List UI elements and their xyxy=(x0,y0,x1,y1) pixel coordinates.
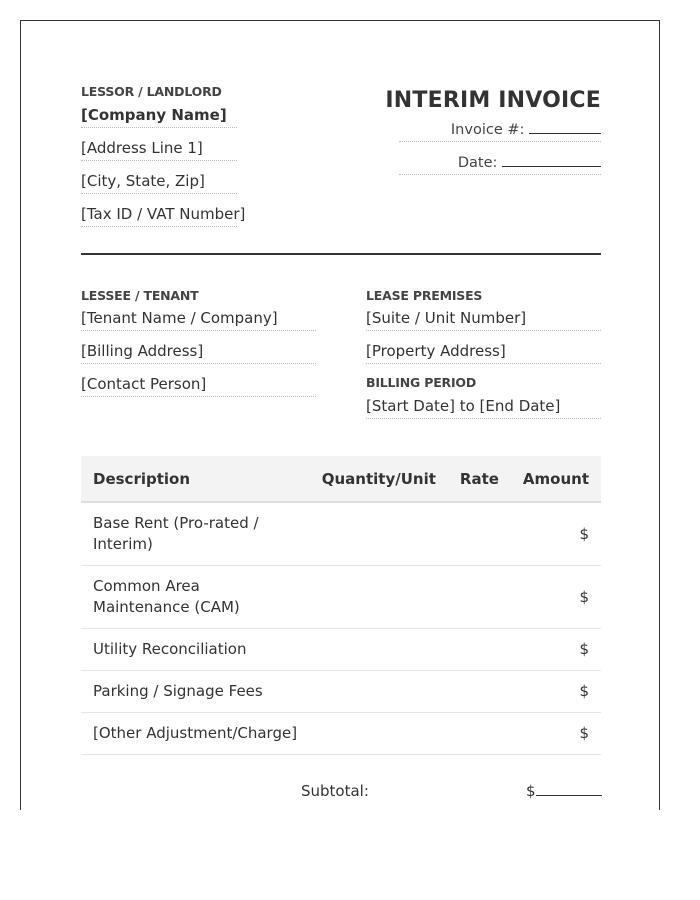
column-header-rate: Rate xyxy=(448,456,511,502)
table-row xyxy=(81,713,601,755)
table-row xyxy=(81,566,601,629)
row-description: [Other Adjustment/Charge] xyxy=(81,713,310,755)
lessor-city-state-zip: [City, State, Zip] xyxy=(81,172,237,194)
row-amount: $ xyxy=(511,502,601,566)
row-amount: $ xyxy=(511,629,601,671)
row-rate xyxy=(448,566,511,629)
row-description: Common Area Maintenance (CAM) xyxy=(81,566,310,629)
lessor-address-line: [Address Line 1] xyxy=(81,139,237,161)
invoice-date-line xyxy=(399,155,601,175)
line-items-table xyxy=(81,456,601,755)
lessee-billing-address: [Billing Address] xyxy=(81,342,316,364)
row-rate xyxy=(448,629,511,671)
table-header-row xyxy=(81,456,601,502)
subtotal-currency: $ xyxy=(526,782,536,800)
row-amount: $ xyxy=(511,671,601,713)
invoice-number-blank xyxy=(529,133,601,134)
row-amount: $ xyxy=(511,713,601,755)
invoice-number-label: Invoice #: xyxy=(450,122,525,138)
row-quantity xyxy=(310,671,448,713)
premises-heading: LEASE PREMISES xyxy=(366,288,483,303)
row-quantity xyxy=(310,713,448,755)
billing-period-heading: BILLING PERIOD xyxy=(366,375,477,390)
row-quantity xyxy=(310,629,448,671)
row-quantity xyxy=(310,566,448,629)
row-quantity xyxy=(310,502,448,566)
column-header-amount: Amount xyxy=(511,456,601,502)
column-header-description: Description xyxy=(81,456,310,502)
subtotal-value xyxy=(526,782,602,800)
billing-period-range: [Start Date] to [End Date] xyxy=(366,397,601,419)
invoice-number-line xyxy=(399,122,601,142)
lessee-name: [Tenant Name / Company] xyxy=(81,309,316,331)
lessee-contact-person: [Contact Person] xyxy=(81,375,316,397)
lessor-heading: LESSOR / LANDLORD xyxy=(81,84,222,99)
premises-suite: [Suite / Unit Number] xyxy=(366,309,601,331)
row-amount: $ xyxy=(511,566,601,629)
table-row xyxy=(81,671,601,713)
subtotal-blank xyxy=(536,795,602,796)
lessor-company-name: [Company Name] xyxy=(81,106,237,128)
row-rate xyxy=(448,502,511,566)
row-description: Parking / Signage Fees xyxy=(81,671,310,713)
premises-property-address: [Property Address] xyxy=(366,342,601,364)
row-description: Base Rent (Pro-rated / Interim) xyxy=(81,502,310,566)
header-divider xyxy=(81,253,601,255)
invoice-date-label: Date: xyxy=(457,155,498,171)
column-header-quantity: Quantity/Unit xyxy=(310,456,448,502)
lessor-tax-id: [Tax ID / VAT Number] xyxy=(81,205,237,227)
subtotal-label: Subtotal: xyxy=(301,782,369,800)
table-row xyxy=(81,629,601,671)
invoice-title: INTERIM INVOICE xyxy=(385,88,601,113)
lessee-heading: LESSEE / TENANT xyxy=(81,288,199,303)
invoice-page xyxy=(20,20,660,810)
row-description: Utility Reconciliation xyxy=(81,629,310,671)
table-row xyxy=(81,502,601,566)
row-rate xyxy=(448,671,511,713)
invoice-date-blank xyxy=(502,166,601,167)
row-rate xyxy=(448,713,511,755)
